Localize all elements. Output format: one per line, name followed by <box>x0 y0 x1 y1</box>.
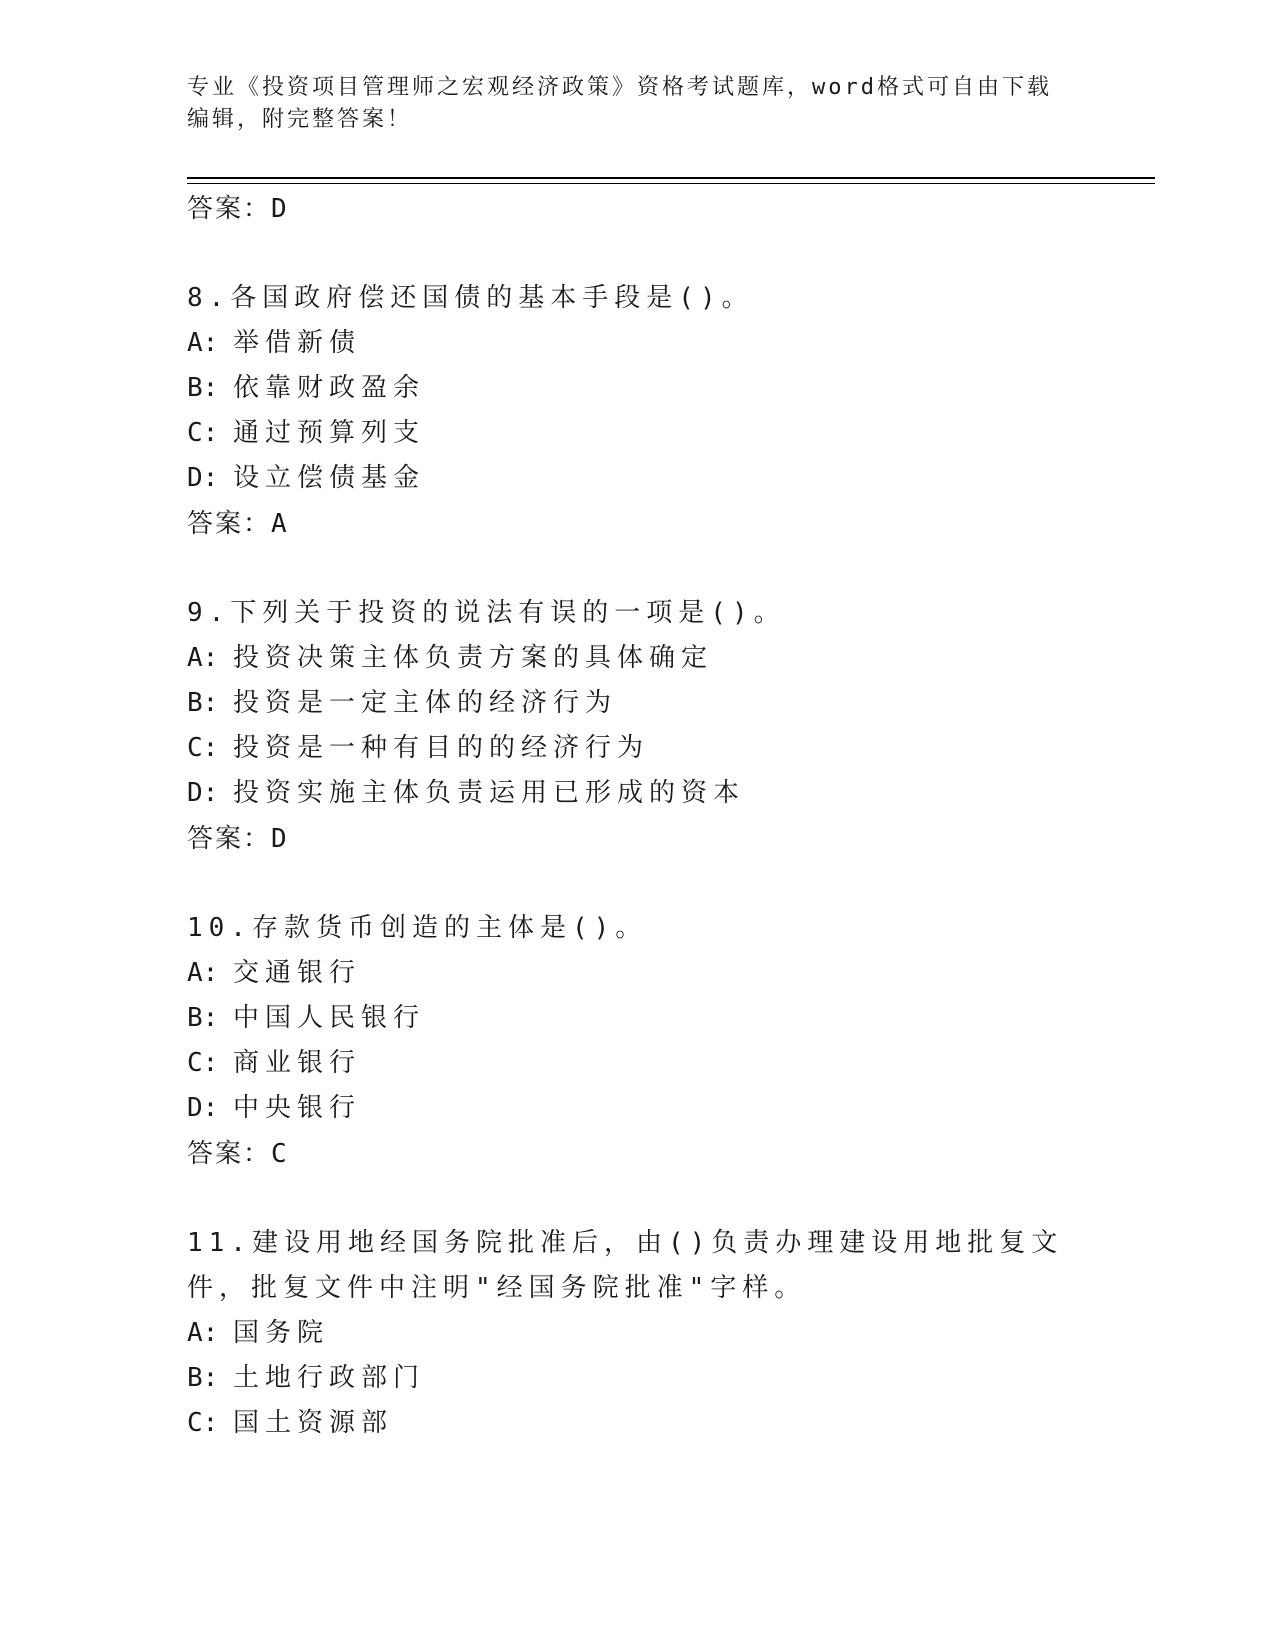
option-text: 投资是一定主体的经济行为 <box>233 688 618 718</box>
option-letter: C: <box>187 1048 219 1078</box>
option-a <box>187 321 1087 366</box>
option-d <box>187 771 1087 816</box>
option-text: 投资决策主体负责方案的具体确定 <box>233 643 714 673</box>
option-letter: C: <box>187 418 219 448</box>
option-letter: D: <box>187 1093 219 1123</box>
option-text: 设立偿债基金 <box>233 463 426 493</box>
option-text: 依靠财政盈余 <box>233 373 426 403</box>
question-list <box>187 186 1087 1446</box>
option-letter: C: <box>187 1408 219 1438</box>
option-b <box>187 366 1087 411</box>
option-letter: D: <box>187 463 219 493</box>
option-a <box>187 1311 1087 1356</box>
option-d <box>187 456 1087 501</box>
option-letter: B: <box>187 688 219 718</box>
option-text: 交通银行 <box>233 958 362 988</box>
option-text: 国务院 <box>233 1318 330 1348</box>
question-block <box>187 276 1087 547</box>
option-c <box>187 1041 1087 1086</box>
question-block <box>187 906 1087 1177</box>
option-c <box>187 1401 1087 1446</box>
option-text: 商业银行 <box>233 1048 362 1078</box>
question-stem: 9.下列关于投资的说法有误的一项是()。 <box>187 598 786 628</box>
option-b <box>187 681 1087 726</box>
option-text: 土地行政部门 <box>233 1363 426 1393</box>
question-stem: 11.建设用地经国务院批准后，由()负责办理建设用地批复文件，批复文件中注明"经国务院批准"字样。 <box>187 1228 1064 1303</box>
option-letter: D: <box>187 778 219 808</box>
option-text: 中央银行 <box>233 1093 362 1123</box>
option-text: 中国人民银行 <box>233 1003 426 1033</box>
document-header: 专业《投资项目管理师之宏观经济政策》资格考试题库，word格式可自由下载编辑，附完整答案！ <box>187 75 1052 132</box>
option-b <box>187 996 1087 1041</box>
option-a <box>187 636 1087 681</box>
option-b <box>187 1356 1087 1401</box>
option-letter: B: <box>187 1363 219 1393</box>
option-letter: A: <box>187 643 219 673</box>
option-text: 投资是一种有目的的经济行为 <box>233 733 650 763</box>
answer-line: 答案：C <box>187 1139 289 1169</box>
answer-line: 答案：D <box>187 824 289 854</box>
option-text: 投资实施主体负责运用已形成的资本 <box>233 778 746 808</box>
option-letter: A: <box>187 1318 219 1348</box>
answer-line: 答案：A <box>187 509 289 539</box>
option-text: 国土资源部 <box>233 1408 394 1438</box>
option-d <box>187 1086 1087 1131</box>
option-letter: A: <box>187 328 219 358</box>
option-letter: C: <box>187 733 219 763</box>
question-block <box>187 1221 1087 1446</box>
option-c <box>187 411 1087 456</box>
question-block <box>187 591 1087 862</box>
option-text: 举借新债 <box>233 328 362 358</box>
header-divider-thin <box>187 183 1155 184</box>
header-divider-thick <box>187 177 1155 179</box>
option-text: 通过预算列支 <box>233 418 426 448</box>
answer-line: 答案：D <box>187 194 289 224</box>
option-letter: B: <box>187 1003 219 1033</box>
option-letter: B: <box>187 373 219 403</box>
option-letter: A: <box>187 958 219 988</box>
question-stem: 8.各国政府偿还国债的基本手段是()。 <box>187 283 754 313</box>
question-stem: 10.存款货币创造的主体是()。 <box>187 913 648 943</box>
option-c <box>187 726 1087 771</box>
option-a <box>187 951 1087 996</box>
